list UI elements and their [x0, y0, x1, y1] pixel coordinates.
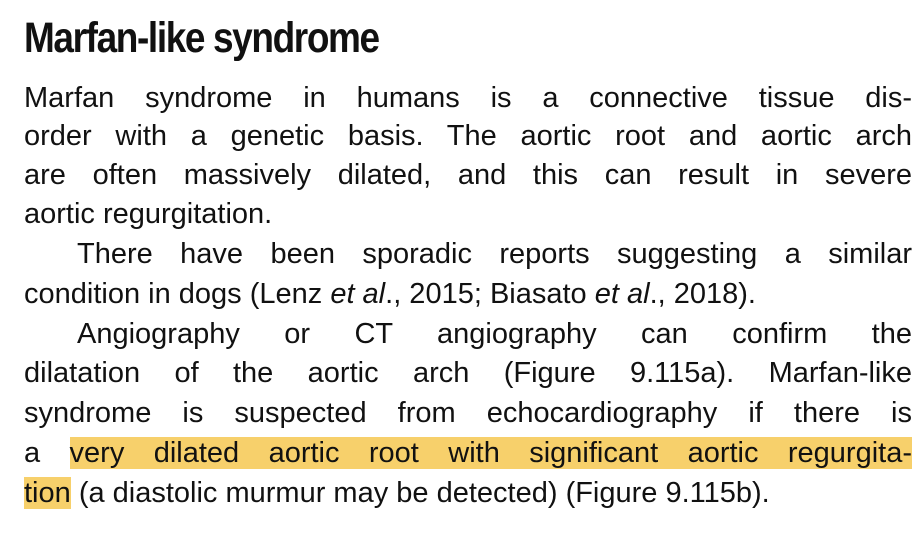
paragraph-3-line-2: dilatation of the aortic arch (Figure 9.115a). Marfan-like	[24, 357, 912, 389]
highlighted-text: tion	[24, 477, 71, 509]
paragraph-3-line-3: syndrome is suspected from echocardiography if there is	[24, 397, 912, 429]
plain-text: (a diastolic murmur may be detected) (Figure 9.115b).	[70, 477, 770, 509]
paragraph-1-line-3: are often massively dilated, and this can result in severe	[24, 159, 912, 191]
citation-text: ., 2015; Biasato	[385, 278, 595, 310]
paragraph-3-line-1: Angiography or CT angiography can confirm the	[77, 318, 912, 350]
section-heading: Marfan-like syndrome	[24, 14, 379, 62]
paragraph-1-line-1: Marfan syndrome in humans is a connective tissue dis-	[24, 82, 912, 114]
citation-text: ., 2018).	[649, 278, 756, 310]
document-page	[24, 0, 912, 540]
paragraph-1-line-4: aortic regurgitation.	[24, 198, 273, 230]
paragraph-3-line-5	[24, 473, 912, 513]
paragraph-1-line-2: order with a genetic basis. The aortic root and aortic arch	[24, 120, 912, 152]
paragraph-2-line-1: There have been sporadic reports suggesting a similar	[77, 238, 912, 270]
citation-et-al: et al	[594, 278, 650, 310]
paragraph-2-line-2	[24, 274, 912, 314]
highlighted-text: very dilated aortic root with significant aortic regurgita-	[69, 437, 912, 469]
paragraph-3-line-4	[24, 433, 912, 473]
plain-text: a	[24, 437, 70, 469]
citation-et-al: et al	[330, 278, 386, 310]
citation-text: condition in dogs (Lenz	[24, 278, 331, 310]
